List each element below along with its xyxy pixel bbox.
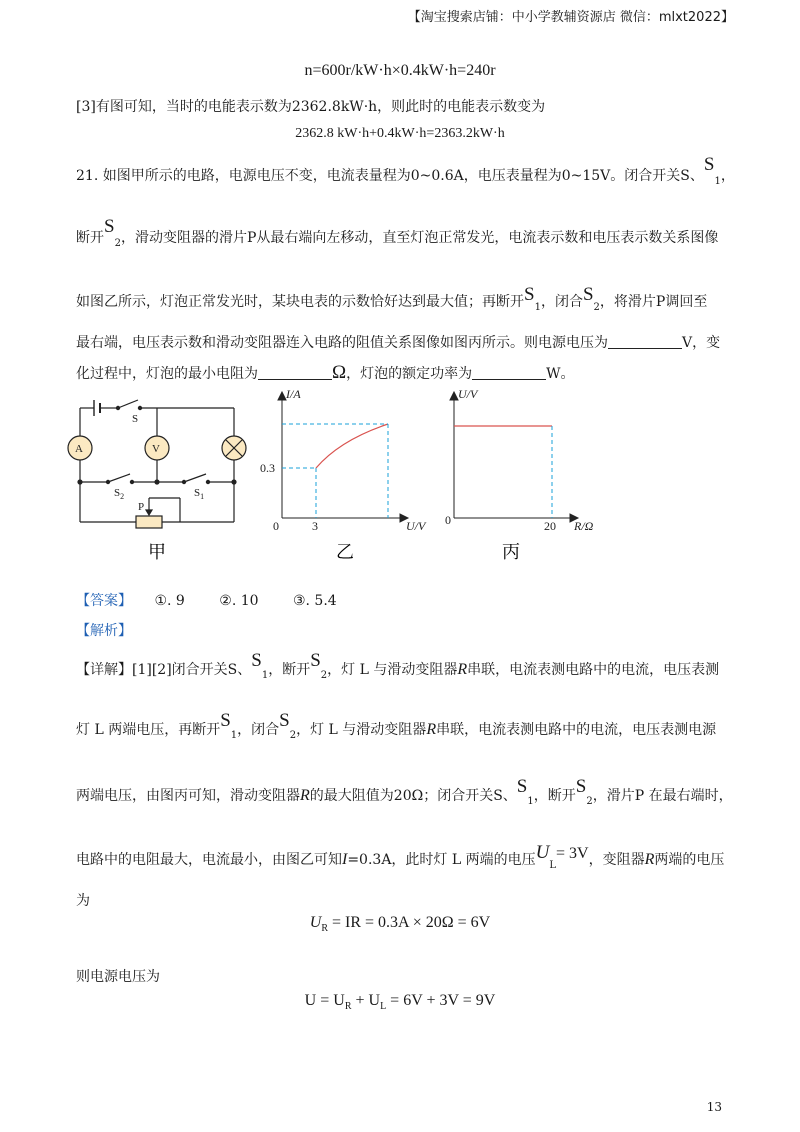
question-line-1: 21. 如图甲所示的电路，电源电压不变，电流表量程为0~0.6A，电压表量程为0~15V。闭合开关S、$S_1$， xyxy=(76,154,735,187)
bing-ylabel: U/V xyxy=(458,388,478,401)
equation-ur: $U_R$ = IR = 0.3A × 20Ω = 6V xyxy=(309,914,491,934)
figures xyxy=(60,388,680,568)
voltmeter-label: V xyxy=(152,443,160,455)
blank-2[interactable] xyxy=(258,365,332,380)
switch-s-label: S xyxy=(132,413,139,425)
ammeter-label: A xyxy=(75,443,83,455)
detail-line-4: 电路中的电阻最大，电流最小，由图乙可知I=0.3A，此时灯 L 两端的电压$U_L= 3V$，变阻器R两端的电压 xyxy=(76,842,725,871)
slider-p-label: P xyxy=(138,501,145,513)
yi-xlabel: U/V xyxy=(406,519,426,533)
circuit-caption: 甲 xyxy=(148,542,166,563)
detail-line-1: 【详解】[1][2]闭合开关S、$S_1$，断开$S_2$，灯 L 与滑动变阻器R串联，电流表测电路中的电流，电压表测 xyxy=(76,650,720,681)
rheostat-icon xyxy=(136,516,162,528)
page-number: 13 xyxy=(706,1100,722,1114)
question-line-4: 最右端，电压表示数和滑动变阻器连入电路的阻值关系图像如图丙所示。则电源电压为 V，变 xyxy=(76,335,721,351)
question-line-3: 如图乙所示，灯泡正常发光时，某块电表的示数恰好达到最大值；再断开$S_1$，闭合$S_2$，将滑片P调回至 xyxy=(76,284,708,313)
detail-line-5: 为 xyxy=(76,893,90,909)
yi-xtick: 3 xyxy=(312,519,318,533)
switch-s2-label: $S_2$ xyxy=(114,487,125,501)
graph-yi xyxy=(278,392,408,522)
yi-origin: 0 xyxy=(273,519,279,533)
curve-i-u xyxy=(316,424,388,468)
bing-origin: 0 xyxy=(445,513,451,527)
bing-xlabel: R/Ω xyxy=(574,519,594,533)
blank-1[interactable] xyxy=(608,334,682,349)
page-header: 【淘宝搜索店铺：中小学教辅资源店 微信：mlxt2022】 xyxy=(407,10,734,25)
detail-line-3: 两端电压，由图丙可知，滑动变阻器R的最大阻值为20Ω；闭合开关S、$S_1$，断开$S_2$，滑片P 在最右端时， xyxy=(76,776,733,807)
answer-line: 【答案】 ①. 9 ②. 10 ③. 5.4 xyxy=(76,593,337,609)
bing-xtick: 20 xyxy=(544,519,556,533)
question-line-2: 断开$S_2$，滑动变阻器的滑片P从最右端向左移动，直至灯泡正常发光，电流表示数和电压表示数关系图像 xyxy=(76,216,719,249)
yi-ytick: 0.3 xyxy=(260,461,275,475)
yi-ylabel: I/A xyxy=(286,388,301,401)
switch-s1-label: $S_1$ xyxy=(194,487,205,501)
equation-u: $U = U_R + U_L = 6V + 3V = 9V$ xyxy=(304,992,496,1012)
then-line: 则电源电压为 xyxy=(76,969,160,985)
graph-bing-caption: 丙 xyxy=(502,542,520,563)
analysis-tag: 【解析】 xyxy=(76,623,132,639)
top-equation: n=600r/kW·h×0.4kW·h=240r xyxy=(304,62,496,79)
circuit-diagram xyxy=(68,400,246,528)
detail-line-2: 灯 L 两端电压，再断开$S_1$，闭合$S_2$，灯 L 与滑动变阻器R串联，电流表测电路中的电流，电压表测电源 xyxy=(76,710,717,741)
line-3-equation: 2362.8 kW·h+0.4kW·h=2363.2kW·h xyxy=(295,126,505,141)
blank-3[interactable] xyxy=(472,365,546,380)
question-line-5: 化过程中，灯泡的最小电阻为 Ω，灯泡的额定功率为 W。 xyxy=(76,362,575,383)
graph-yi-caption: 乙 xyxy=(336,542,354,563)
graph-bing xyxy=(450,392,578,522)
line-3: [3]有图可知，当时的电能表示数为2362.8kW·h，则此时的电能表示数变为 xyxy=(76,99,546,115)
